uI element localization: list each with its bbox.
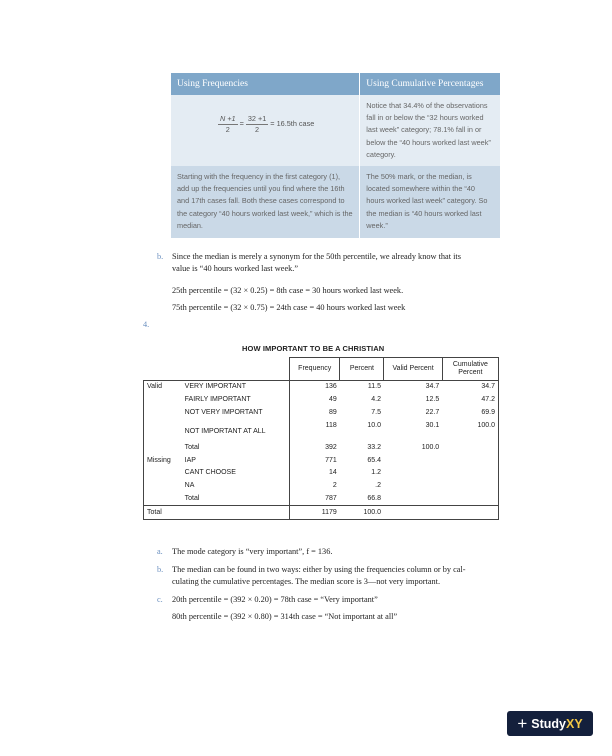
row-category: VERY IMPORTANT <box>182 381 290 394</box>
header-using-frequencies: Using Frequencies <box>171 73 360 95</box>
table-row <box>144 381 499 394</box>
percentile-75: 75th percentile = (32 × 0.75) = 24th case = 40 hours worked last week <box>172 303 406 312</box>
item-b-label: b. <box>157 252 164 261</box>
answer-a-label: a. <box>157 547 163 556</box>
table-row <box>144 394 499 407</box>
answer-c-line-2: 80th percentile = (392 × 0.80) = 314th case = “Not important at all” <box>172 612 398 621</box>
row-valid-percent: 12.5 <box>425 396 440 404</box>
col-percent: Percent <box>340 358 384 381</box>
row-category: CANT CHOOSE <box>184 469 236 477</box>
row-frequency: 49 <box>290 394 340 407</box>
row-category: FAIRLY IMPORTANT <box>184 396 251 404</box>
item-b-line-2: value is “40 hours worked last week.” <box>172 264 299 273</box>
header-using-cumulative: Using Cumulative Percentages <box>360 73 500 95</box>
row-percent: 1.2 <box>371 469 381 477</box>
cumulative-method-cell: The 50% mark, or the median, is located somewhere within the “40 hours worked last week” category. So the median is “40 hours worked last week.” <box>360 166 500 238</box>
logo-text-xy: XY <box>565 716 583 731</box>
row-cumulative: 69.9 <box>442 407 498 420</box>
median-formula-cell <box>171 95 360 166</box>
row-cumulative: 47.2 <box>442 394 498 407</box>
table-row <box>144 493 499 506</box>
formula-denominator-1: 2 <box>225 124 230 134</box>
row-valid-percent: 100.0 <box>421 443 440 451</box>
row-valid-percent: 22.7 <box>425 408 440 416</box>
row-frequency: 771 <box>290 454 340 467</box>
comparison-table <box>171 73 500 238</box>
col-frequency: Frequency <box>290 358 340 381</box>
percentile-25: 25th percentile = (32 × 0.25) = 8th case = 30 hours worked last week. <box>172 286 404 295</box>
table-row <box>144 419 499 441</box>
row-cumulative <box>442 441 498 454</box>
spss-table-title: HOW IMPORTANT TO BE A CHRISTIAN <box>242 344 385 353</box>
table-row-total <box>144 506 499 520</box>
table-row <box>144 454 499 467</box>
table-row <box>144 467 499 480</box>
answer-b-line-1: The median can be found in two ways: either by using the frequencies column or by cal- <box>172 565 466 574</box>
valid-label: Valid <box>144 381 182 394</box>
table-row <box>144 441 499 454</box>
row-valid-percent: 34.7 <box>384 381 442 394</box>
row-category: Total <box>184 443 200 451</box>
table-row <box>144 407 499 420</box>
row-percent: .2 <box>375 482 381 490</box>
item-b-paragraph <box>172 251 507 275</box>
answer-b-paragraph <box>172 564 507 588</box>
grand-total-percent: 100.0 <box>340 506 384 520</box>
median-formula: $\frac{N +1}{2}$ = $\frac{32 +1}{2}$ = 16.5th case <box>219 113 315 134</box>
grand-total-frequency: 1179 <box>290 506 340 520</box>
row-percent: 65.4 <box>367 456 381 464</box>
col-cumulative-percent: Cumulative Percent <box>442 358 498 381</box>
row-cumulative: 34.7 <box>442 381 498 394</box>
answer-c-label: c. <box>157 595 163 604</box>
plus-icon: + <box>517 713 528 733</box>
row-valid-percent: 30.1 <box>425 422 440 430</box>
row-percent: 7.5 <box>371 408 381 416</box>
row-frequency: 2 <box>290 480 340 493</box>
logo-text-study: Study <box>531 716 566 731</box>
col-valid-percent: Valid Percent <box>384 358 442 381</box>
row-frequency: 392 <box>290 441 340 454</box>
formula-result: 16.5th case <box>276 118 315 128</box>
answer-b-line-2: culating the cumulative percentages. The median score is 3—not very important. <box>172 577 441 586</box>
formula-denominator-2: 2 <box>255 124 260 134</box>
row-category: NOT IMPORTANT AT ALL <box>184 428 266 436</box>
row-percent: 10.0 <box>367 422 381 430</box>
row-frequency: 136 <box>290 381 340 394</box>
item-b-line-1: Since the median is merely a synonym for the 50th percentile, we already know that its <box>172 252 461 261</box>
row-percent: 66.8 <box>367 494 381 502</box>
formula-numerator-1: N +1 <box>219 113 236 123</box>
row-category: IAP <box>184 456 196 464</box>
row-frequency: 787 <box>290 493 340 506</box>
answer-c-line-1: 20th percentile = (392 × 0.20) = 78th case = “Very important” <box>172 595 378 604</box>
row-category: NOT VERY IMPORTANT <box>184 408 263 416</box>
question-number: 4. <box>143 320 150 329</box>
row-category: NA <box>184 482 195 490</box>
row-category: Total <box>184 494 200 502</box>
row-percent: 11.5 <box>340 381 384 394</box>
studyxy-logo[interactable] <box>507 711 593 736</box>
missing-label: Missing <box>144 454 182 467</box>
answer-b-label: b. <box>157 565 164 574</box>
row-percent: 4.2 <box>371 396 381 404</box>
frequency-table <box>143 357 499 520</box>
row-frequency: 14 <box>290 467 340 480</box>
cumulative-note-cell: Notice that 34.4% of the observations fall in or below the “32 hours worked last week” category; 78.1% fall in or below the “40 hours worked last week” category. <box>360 95 500 166</box>
frequency-method-cell: Starting with the frequency in the first category (1), add up the frequencies until you find where the 16th and 17th cases fall. Both these cases correspond to the category “40 hours worked last week,” which is the median. <box>171 166 360 238</box>
row-percent: 33.2 <box>367 443 381 451</box>
formula-numerator-2: 32 +1 <box>247 113 267 123</box>
grand-total-label: Total <box>144 506 290 520</box>
answer-a-text: The mode category is “very important”, f = 136. <box>172 547 333 556</box>
row-frequency: 118 <box>290 419 340 441</box>
row-frequency: 89 <box>290 407 340 420</box>
row-cumulative: 100.0 <box>442 419 498 441</box>
table-row <box>144 480 499 493</box>
